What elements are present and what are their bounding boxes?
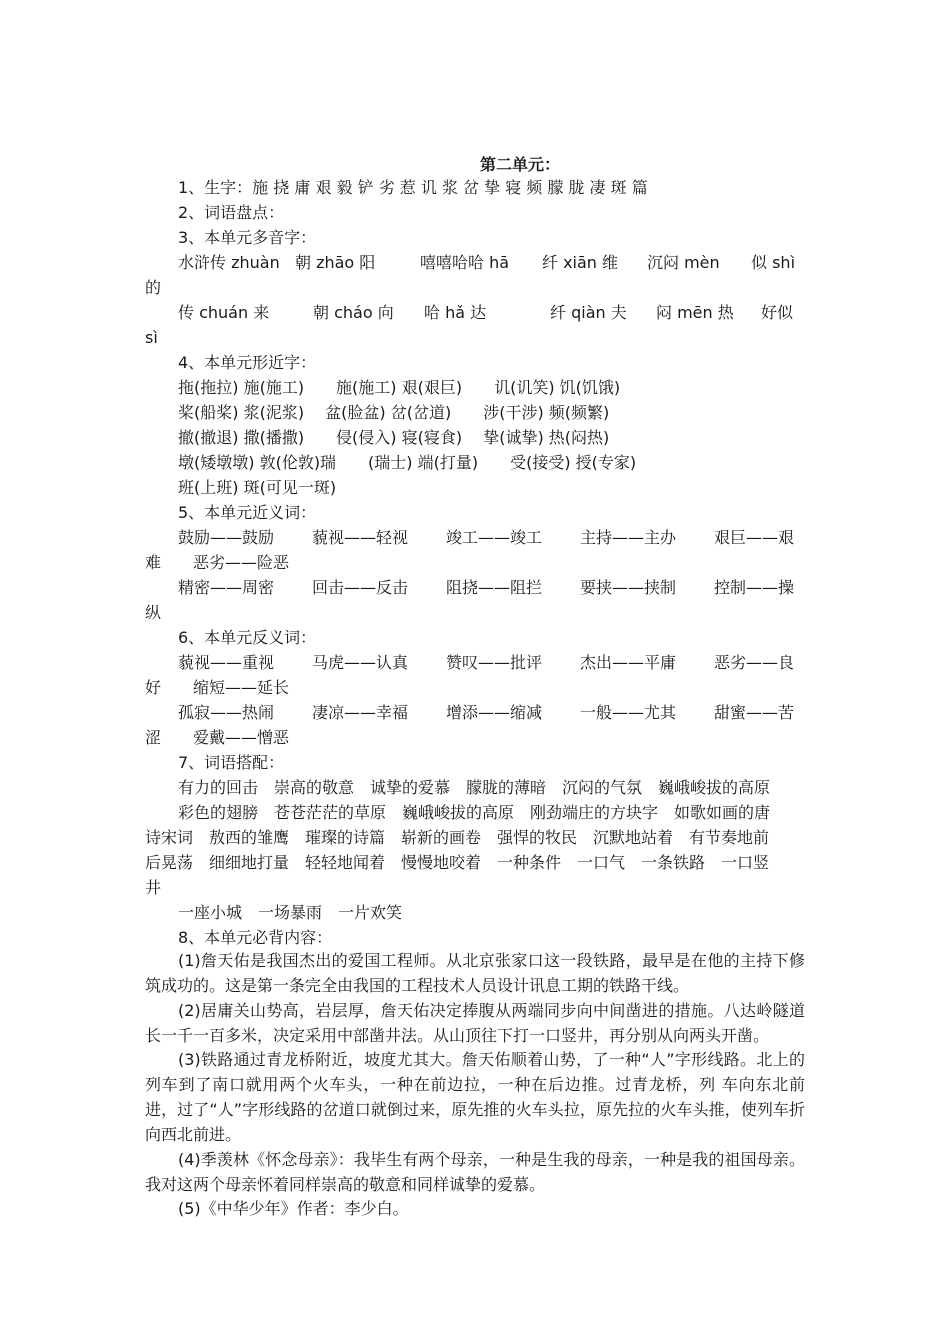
duoyin-item: 朝 zhāo 阳 — [295, 253, 376, 272]
duoyin-item: 闷 mēn 热 — [656, 303, 734, 322]
duoyin-item: 纤 qiàn 夫 — [550, 303, 627, 322]
jinyi-row-1 — [178, 527, 794, 549]
section-5-heading: 5、本单元近义词： — [178, 503, 317, 522]
duoyin-row-2 — [178, 302, 793, 324]
xingjin-line: 拖(拖拉) 施(施工) 施(施工) 艰(艰巨) 讥(讥笑) 饥(饥饿) — [178, 378, 621, 397]
duoyin-item: 哈 hǎ 达 — [424, 303, 487, 322]
xingjin-line: 撤(撤退) 撒(播撒) 侵(侵入) 寝(寝食) 挚(诚挚) 热(闷热) — [178, 428, 610, 447]
section-1-shengzi: 1、生字：施 挠 庸 艰 毅 铲 劣 惹 讥 浆 岔 挚 寝 频 朦 胧 凄 斑 篇 — [178, 178, 648, 197]
jinyi-pair: 艰巨——艰 — [714, 528, 795, 547]
duoyin-item: 水浒传 zhuàn — [178, 253, 280, 272]
recite-paragraph-4: (4)季羡林《怀念母亲》：我毕生有两个母亲，一种是生我的母亲，一种是我的祖国母亲。我对这两个母亲怀着同样崇高的敬意和同样诚挚的爱慕。 — [145, 1150, 805, 1194]
dapei-line: 一座小城 一场暴雨 一片欢笑 — [178, 903, 403, 922]
xingjin-line: 墩(矮墩墩) 敦(伦敦)瑞 (瑞士) 端(打量) 受(接受) 授(专家) — [178, 453, 637, 472]
section-8-heading: 8、本单元必背内容： — [178, 928, 333, 947]
fanyi-row-1 — [178, 652, 794, 674]
fanyi-pair: 增添——缩减 — [446, 703, 543, 722]
page-title: 第二单元： — [479, 155, 560, 174]
section-7-heading: 7、词语搭配： — [178, 753, 285, 772]
duoyin-item: 似 shì — [751, 253, 796, 272]
section-3-heading: 3、本单元多音字： — [178, 228, 317, 247]
dapei-line: 后晃荡 细细地打量 轻轻地闻着 慢慢地咬着 一种条件 一口气 一条铁路 一口竖 — [145, 853, 770, 872]
fanyi-pair: 恶劣——良 — [714, 653, 795, 672]
fanyi-row-1-wrap: 好 缩短——延长 — [145, 678, 290, 697]
fanyi-pair: 赞叹——批评 — [446, 653, 543, 672]
jinyi-pair: 要挟——挟制 — [580, 578, 677, 597]
duoyin-item: 好似 — [761, 303, 794, 322]
duoyin-item: 沉闷 mèn — [647, 253, 720, 272]
jinyi-pair: 主持——主办 — [580, 528, 677, 547]
fanyi-pair: 杰出——平庸 — [580, 653, 677, 672]
section-6-heading: 6、本单元反义词： — [178, 628, 317, 647]
fanyi-pair: 甜蜜——苦 — [714, 703, 795, 722]
dapei-line: 井 — [145, 878, 162, 897]
fanyi-pair: 孤寂——热闹 — [178, 703, 275, 722]
dapei-line: 诗宋词 敖西的雏鹰 璀璨的诗篇 崭新的画卷 强悍的牧民 沉默地站着 有节奏地前 — [145, 828, 770, 847]
section-2-heading: 2、词语盘点： — [178, 203, 285, 222]
recite-paragraph-2: (2)居庸关山势高，岩层厚，詹天佑决定捧腹从两端同步向中间凿进的措施。八达岭隧道长一千一百多米，决定采用中部凿井法。从山顶往下打一口竖井，再分别从向两头开凿。 — [145, 1001, 805, 1045]
xingjin-line: 桨(船桨) 浆(泥浆) 盆(脸盆) 岔(岔道) 涉(干涉) 频(频繁) — [178, 403, 610, 422]
section-4-heading: 4、本单元形近字： — [178, 353, 317, 372]
recite-paragraph-1: (1)詹天佑是我国杰出的爱国工程师。从北京张家口这一段铁路，最早是在他的主持下修筑成功的。这是第一条完全由我国的工程技术人员设计讯息工期的铁路干线。 — [145, 951, 805, 995]
jinyi-pair: 藐视——轻视 — [312, 528, 409, 547]
duoyin-row-1 — [178, 252, 795, 274]
jinyi-pair: 控制——操 — [714, 578, 795, 597]
fanyi-pair: 一般——尤其 — [580, 703, 677, 722]
fanyi-row-2-wrap: 涩 爱戴——憎恶 — [145, 728, 290, 747]
duoyin-item: 嘻嘻哈哈 hā — [420, 253, 510, 272]
jinyi-pair: 竣工——竣工 — [446, 528, 543, 547]
duoyin-row-2-wrap: sì — [145, 328, 158, 347]
jinyi-row-2 — [178, 577, 794, 599]
jinyi-row-2-wrap: 纵 — [145, 603, 162, 622]
fanyi-pair: 藐视——重视 — [178, 653, 275, 672]
dapei-line: 有力的回击 崇高的敬意 诚挚的爱慕 朦胧的薄暗 沉闷的气氛 巍峨峻拔的高原 — [178, 778, 771, 797]
fanyi-pair: 马虎——认真 — [312, 653, 409, 672]
fanyi-pair: 凄凉——幸福 — [312, 703, 409, 722]
jinyi-pair: 精密——周密 — [178, 578, 275, 597]
xingjin-line: 班(上班) 斑(可见一斑) — [178, 478, 337, 497]
jinyi-pair: 鼓励——鼓励 — [178, 528, 275, 547]
dapei-line: 彩色的翅膀 苍苍茫茫的草原 巍峨峻拔的高原 刚劲端庄的方块字 如歌如画的唐 — [178, 803, 771, 822]
duoyin-item: 传 chuán 来 — [178, 303, 270, 322]
duoyin-row-1-wrap: 的 — [145, 278, 162, 297]
jinyi-row-1-wrap: 难 恶劣——险恶 — [145, 553, 290, 572]
jinyi-pair: 阻挠——阻拦 — [446, 578, 543, 597]
recite-paragraph-3: (3)铁路通过青龙桥附近，坡度尤其大。詹天佑顺着山势，了一种“人”字形线路。北上的列车到了南口就用两个火车头，一种在前边拉，一种在后边推。过青龙桥，列 车向东北前进，过了“人”字形线路的岔道口就倒过来，原先推的火车头拉，原先拉的火车头推，使列车折向西北前进。 — [145, 1050, 805, 1144]
recite-paragraph-5: (5)《中华少年》作者：李少白。 — [178, 1199, 409, 1218]
fanyi-row-2 — [178, 702, 794, 724]
duoyin-item: 纤 xiān 维 — [542, 253, 619, 272]
duoyin-item: 朝 cháo 向 — [313, 303, 394, 322]
jinyi-pair: 回击——反击 — [312, 578, 409, 597]
